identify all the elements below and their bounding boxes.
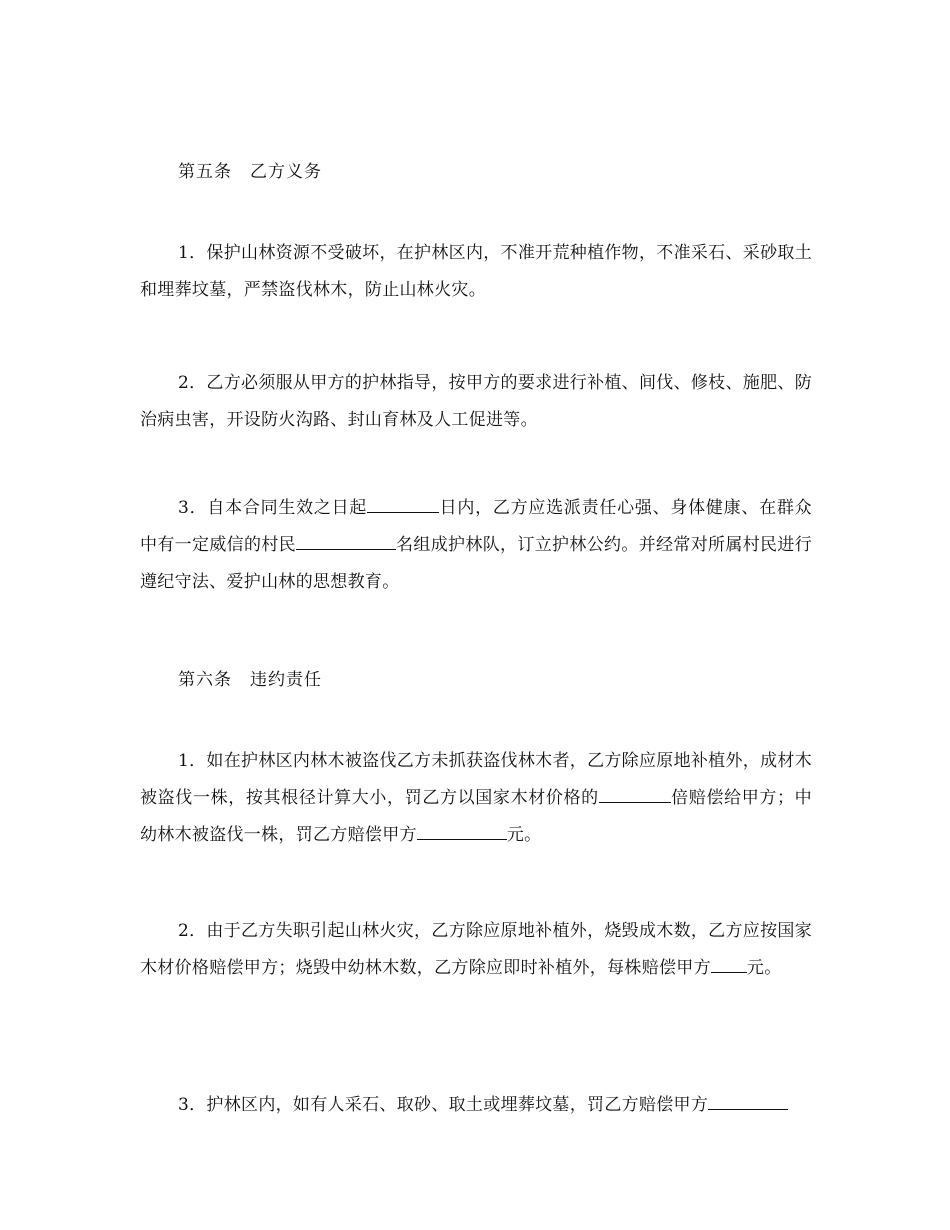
document-page	[140, 0, 812, 1230]
fill-in-blank-multiple[interactable]	[599, 784, 671, 803]
clause-text: 日内，乙方应选派责任心强、身体健康、在群众中有一定威信的村民	[140, 498, 812, 555]
article-6-clause-1	[140, 743, 812, 854]
clause-text: 元。	[746, 958, 782, 978]
article-5-heading: 第五条 乙方义务	[178, 162, 322, 182]
article-5-clause-3	[140, 490, 812, 601]
article-6-clause-2	[140, 913, 812, 987]
article-5-clause-2: 2．乙方必须服从甲方的护林指导，按甲方的要求进行补植、间伐、修枝、施肥、防治病虫害，开设防火沟路、封山育林及人工促进等。	[140, 373, 812, 430]
article-6-clause-3	[140, 1087, 812, 1124]
clause-text: 元。	[506, 825, 542, 845]
clause-text: 名组成护林队，订立护林公约。并经常对所属村民进行遵纪守法、爱护山林的思想教育。	[140, 535, 812, 592]
fill-in-blank-amount[interactable]	[417, 821, 507, 840]
fill-in-blank-members[interactable]	[296, 531, 396, 550]
clause-text: 2．由于乙方失职引起山林火灾，乙方除应原地补植外，烧毁成木数，乙方应按国家木材价格赔偿甲方；烧毁中幼林木数，乙方除应即时补植外，每株赔偿甲方	[140, 921, 812, 978]
fill-in-blank-compensation[interactable]	[708, 1091, 788, 1110]
fill-in-blank-per-tree[interactable]	[711, 954, 747, 973]
clause-text: 倍赔偿给甲方；中幼林木被盗伐一株，罚乙方赔偿甲方	[140, 788, 812, 845]
clause-text: 3．自本合同生效之日起	[178, 498, 368, 518]
article-6-heading: 第六条 违约责任	[178, 670, 322, 690]
clause-text: 3．护林区内，如有人采石、取砂、取土或埋葬坟墓，罚乙方赔偿甲方	[178, 1095, 709, 1115]
article-5-clause-1: 1．保护山林资源不受破坏，在护林区内，不准开荒种植作物，不准采石、采砂取土和埋葬坟墓，严禁盗伐林木，防止山林火灾。	[140, 243, 812, 300]
fill-in-blank-days[interactable]	[367, 494, 439, 513]
clause-text: 1．如在护林区内林木被盗伐乙方未抓获盗伐林木者，乙方除应原地补植外，成材木被盗伐一株，按其根径计算大小，罚乙方以国家木材价格的	[140, 751, 812, 808]
